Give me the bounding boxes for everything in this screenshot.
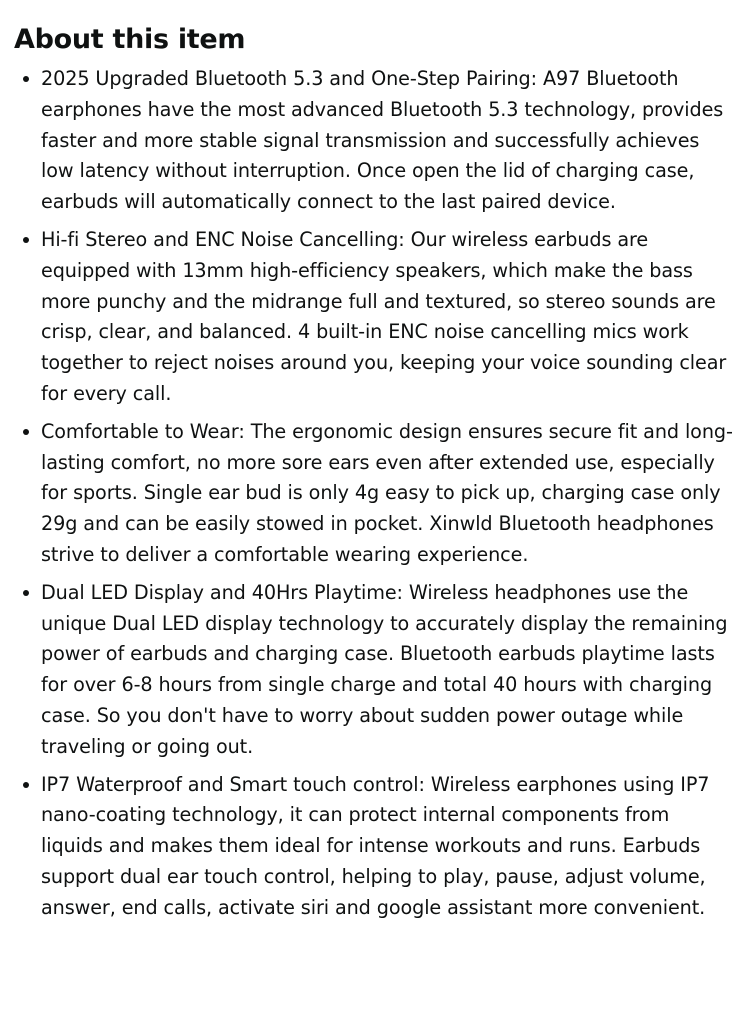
feature-bullet: [14, 578, 733, 763]
bullet-dot-icon: [23, 782, 29, 788]
feature-bullet-text: Hi-fi Stereo and ENC Noise Cancelling: Our wireless earbuds are equipped with 13mm high-efficiency speakers, which make the bass more punchy and the midrange full and textured, so stereo sounds are crisp, clear, and balanced. 4 built-in ENC noise cancelling mics work together to reject noises around you, keeping your voice sounding clear for every call.: [41, 227, 727, 405]
bullet-dot-icon: [23, 237, 29, 243]
section-title: About this item: [14, 24, 246, 55]
feature-bullet-text: Comfortable to Wear: The ergonomic design ensures secure fit and long-lasting comfort, no more sore ears even after extended use, especially for sports. Single ear bud is only 4g easy to pick up, charging case only 29g and can be easily stowed in pocket. Xinwld Bluetooth headphones strive to deliver a comfortable wearing experience.: [41, 419, 733, 566]
feature-bullet: [14, 225, 733, 410]
bullet-dot-icon: [23, 590, 29, 596]
feature-bullet: [14, 64, 733, 218]
feature-bullet-list: [14, 64, 733, 924]
feature-bullet-text: IP7 Waterproof and Smart touch control: Wireless earphones using IP7 nano-coating technology, it can protect internal components from liquids and makes them ideal for intense workouts and runs. Earbuds support dual ear touch control, helping to play, pause, adjust volume, answer, end calls, activate siri and google assistant more convenient.: [41, 772, 710, 919]
feature-bullet: [14, 417, 733, 571]
bullet-dot-icon: [23, 429, 29, 435]
bullet-dot-icon: [23, 76, 29, 82]
feature-bullet-text: Dual LED Display and 40Hrs Playtime: Wireless headphones use the unique Dual LED display technology to accurately display the remaining power of earbuds and charging case. Bluetooth earbuds playtime lasts for over 6-8 hours from single charge and total 40 hours with charging case. So you don't have to worry about sudden power outage while traveling or going out.: [41, 580, 728, 758]
feature-bullet-text: 2025 Upgraded Bluetooth 5.3 and One-Step Pairing: A97 Bluetooth earphones have the most advanced Bluetooth 5.3 technology, provides faster and more stable signal transmission and successfully achieves low latency without interruption. Once open the lid of charging case, earbuds will automatically connect to the last paired device.: [41, 67, 724, 214]
feature-bullet: [14, 770, 733, 924]
